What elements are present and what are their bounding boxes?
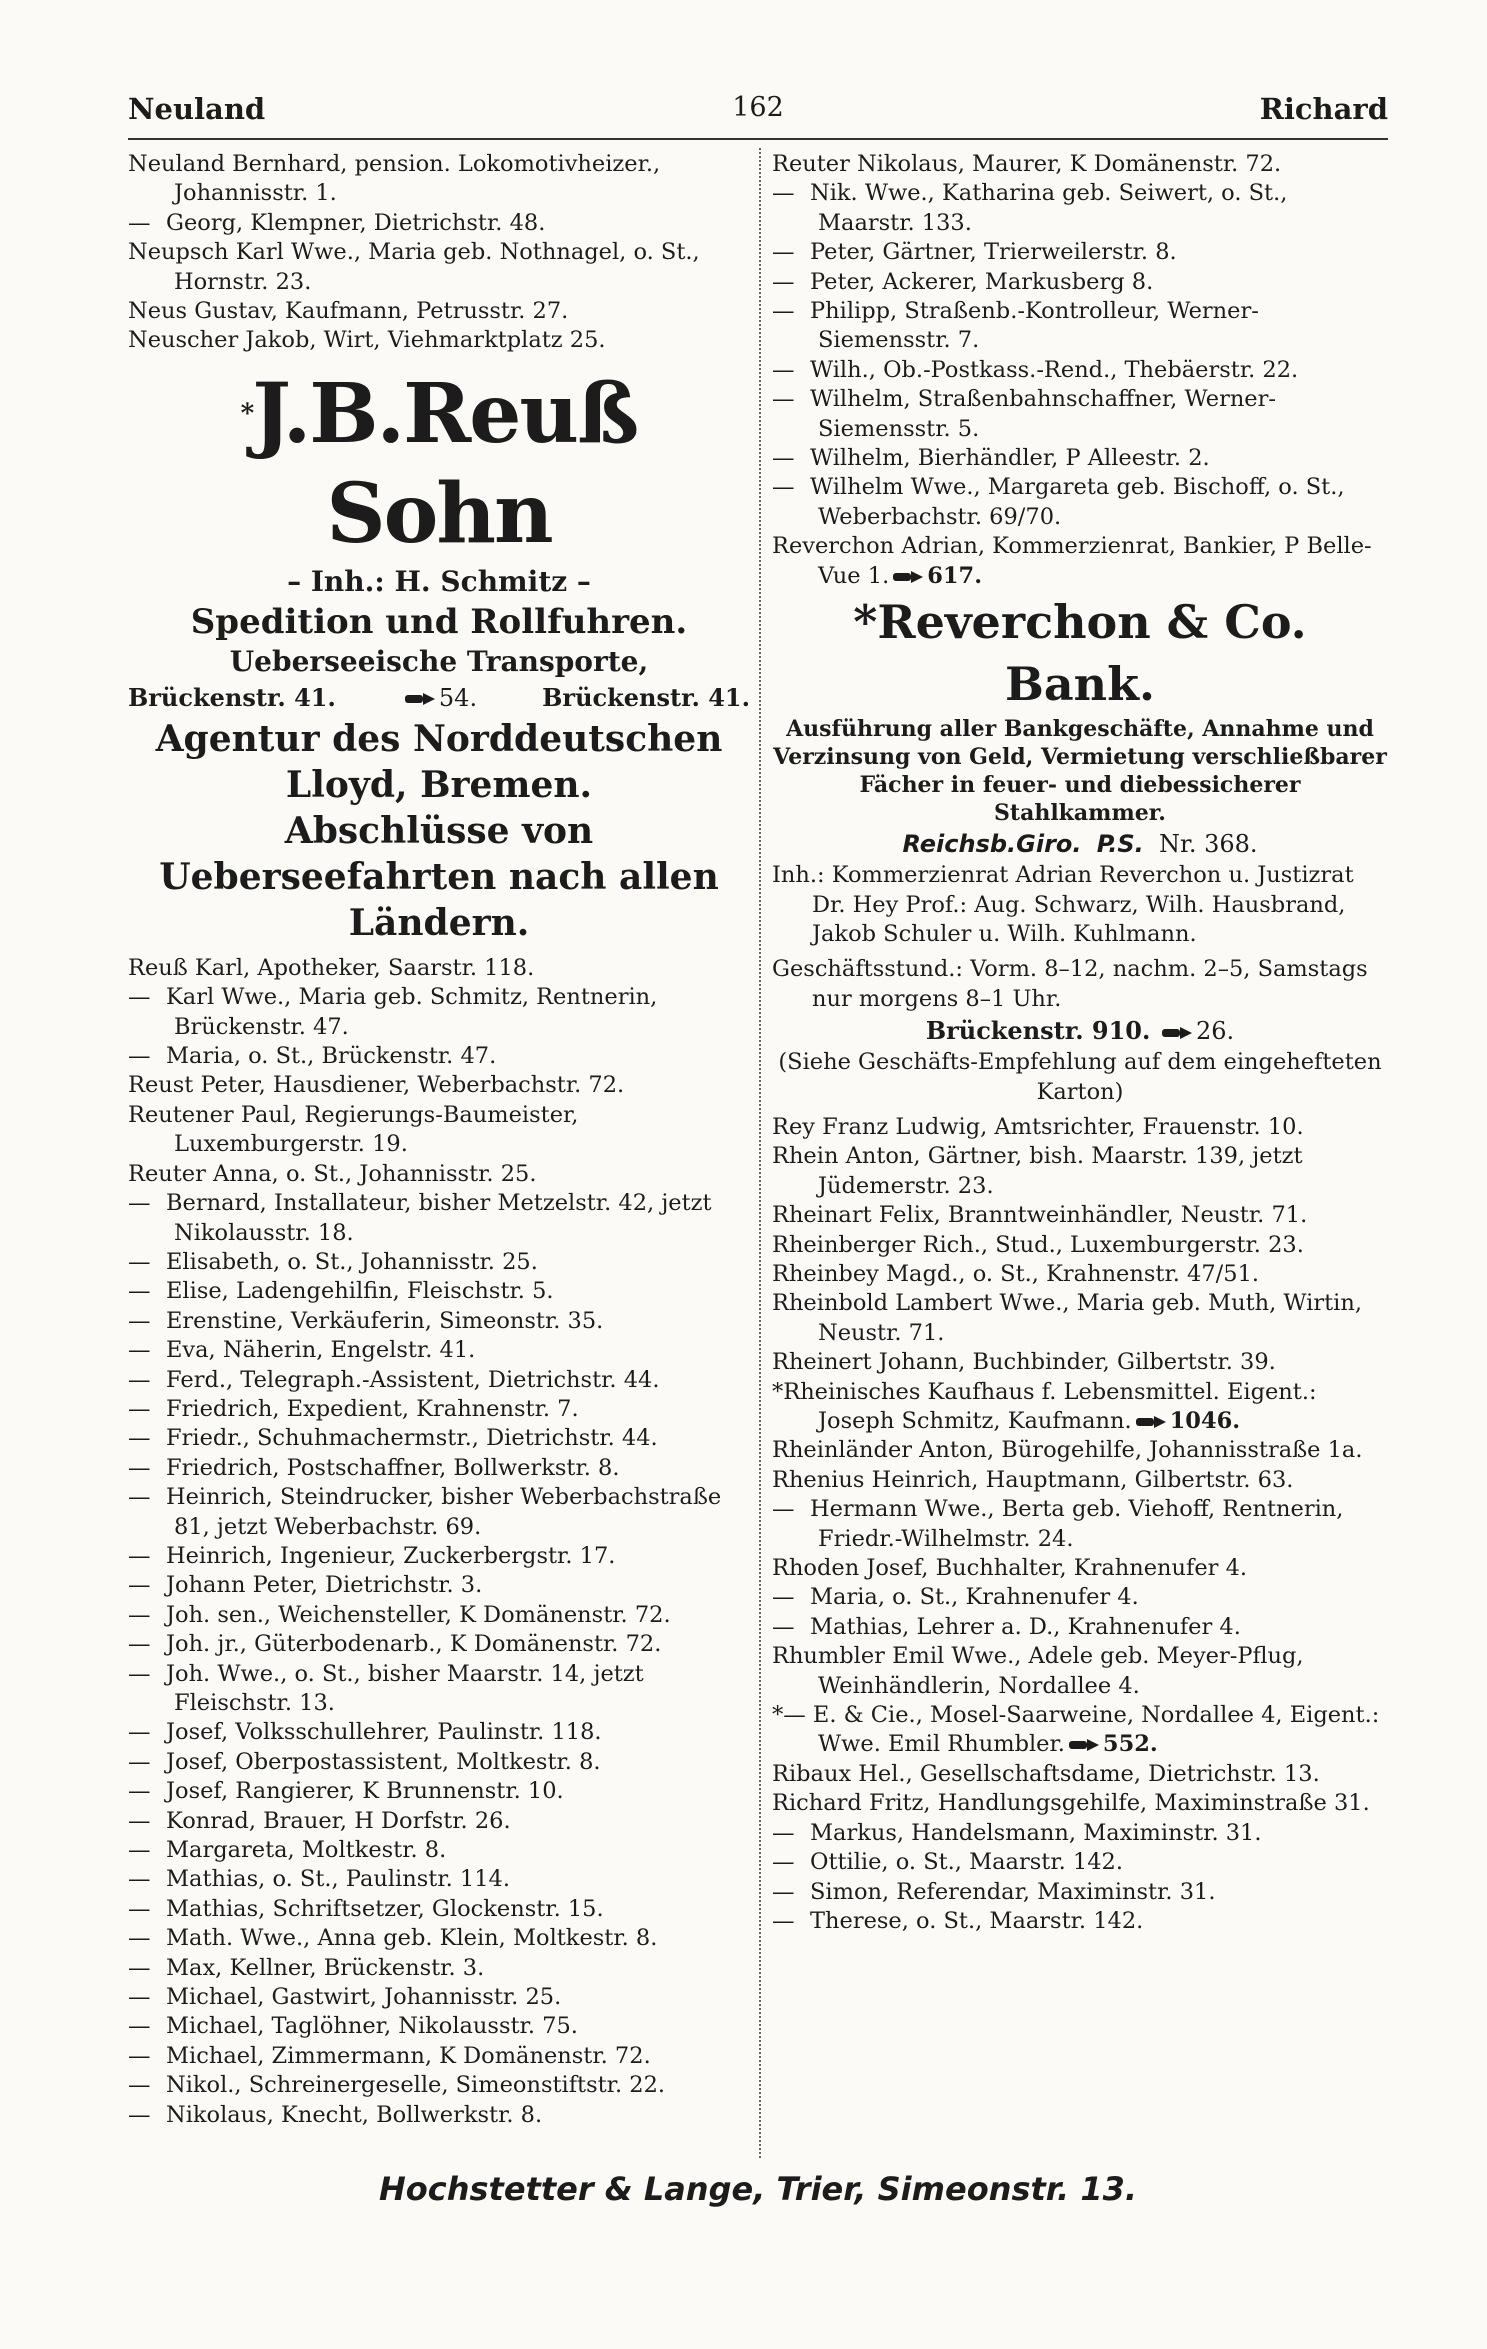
directory-entry (128, 1865, 750, 1894)
right-column (772, 150, 1388, 1936)
ad-abschluesse: Abschlüsse von Ueberseefahrten nach allen Ländern. (159, 809, 719, 944)
ad-bank-hours: Geschäftsstund.: Vorm. 8–12, nachm. 2–5, Samstags nur morgens 8–1 Uhr. (772, 956, 1368, 1012)
entry-text: Math. Wwe., Anna geb. Klein, Moltkestr. 8. (166, 1925, 658, 1952)
left-column (128, 150, 750, 2130)
running-head-right: Richard (1259, 92, 1388, 126)
directory-entry (128, 297, 750, 326)
directory-entry (772, 1466, 1388, 1495)
directory-entry (772, 1113, 1388, 1142)
entry-text: Philipp, Straßenb.-Kontrolleur, Werner-Siemensstr. 7. (810, 298, 1259, 354)
directory-entry (128, 2101, 750, 2130)
directory-entry (128, 1277, 750, 1306)
directory-entry (128, 1336, 750, 1365)
entry-text: Johann Peter, Dietrichstr. 3. (166, 1572, 483, 1599)
entry-text: Reuter Anna, o. St., Johannisstr. 25. (128, 1160, 537, 1187)
directory-entry (128, 1983, 750, 2012)
ad-line-transporte: Ueberseeische Transporte, (229, 644, 649, 678)
ad-bank-services: Ausführung aller Bankgeschäfte, Annahme und Verzinsung von Geld, Vermietung verschließbarer Fächer in feuer- und diebessicherer Stahlkammer. (773, 716, 1387, 827)
entry-text: Peter, Ackerer, Markusberg 8. (810, 268, 1154, 295)
entry-text: Reverchon Adrian, Kommerzienrat, Bankier, P Belle-Vue 1. (772, 533, 1372, 589)
entry-text: Neuscher Jakob, Wirt, Viehmarktplatz 25. (128, 327, 606, 354)
directory-entry (772, 1878, 1388, 1907)
ditto-dash: — (128, 1925, 151, 1952)
ditto-dash: — (128, 1425, 151, 1452)
ditto-dash: — (128, 1778, 151, 1805)
ditto-dash: — (128, 1895, 151, 1922)
ditto-dash: — (128, 1043, 151, 1070)
running-head-left: Neuland (128, 92, 266, 126)
ditto-dash: — (128, 2101, 151, 2128)
entry-text: Neuland Bernhard, pension. Lokomotivheizer., Johannisstr. 1. (128, 151, 661, 207)
directory-entry (128, 1248, 750, 1277)
ditto-dash: — (772, 180, 795, 207)
entry-text: Heinrich, Ingenieur, Zuckerbergstr. 17. (166, 1542, 616, 1569)
entry-text: Markus, Handelsmann, Maximinstr. 31. (810, 1819, 1262, 1846)
ad-address-right: Brückenstr. 41. (542, 682, 750, 712)
directory-entry (772, 1231, 1388, 1260)
entry-text: Mathias, Schriftsetzer, Glockenstr. 15. (166, 1895, 604, 1922)
entry-text: Nik. Wwe., Katharina geb. Seiwert, o. St., Maarstr. 133. (810, 180, 1288, 236)
ditto-dash: — (128, 209, 151, 236)
directory-entry (772, 1289, 1388, 1348)
directory-entry (772, 356, 1388, 385)
directory-entry (772, 1760, 1388, 1789)
entry-text: Reuter Nikolaus, Maurer, K Domänenstr. 72. (772, 151, 1282, 177)
ditto-dash: — (128, 1660, 151, 1687)
entry-phone: 1046. (1169, 1408, 1241, 1434)
ditto-dash: — (772, 1613, 795, 1640)
directory-entry (772, 1495, 1388, 1554)
directory-entry (128, 1101, 750, 1160)
directory-entry (128, 1718, 750, 1747)
entry-text: Neus Gustav, Kaufmann, Petrusstr. 27. (128, 298, 569, 325)
directory-entry (772, 1701, 1388, 1760)
ad-bank-phone: 26. (1196, 1017, 1235, 1046)
entry-text: Michael, Zimmermann, K Domänenstr. 72. (166, 2042, 651, 2069)
entry-text: Rheinländer Anton, Bürogehilfe, Johannisstraße 1a. (772, 1437, 1363, 1464)
entry-text: Maria, o. St., Brückenstr. 47. (166, 1043, 497, 1070)
entry-text: Rhein Anton, Gärtner, bish. Maarstr. 139, jetzt Jüdemerstr. 23. (772, 1143, 1303, 1199)
directory-entry (772, 238, 1388, 267)
entry-text: Rheinart Felix, Branntweinhändler, Neustr. 71. (772, 1202, 1308, 1229)
ditto-dash: — (772, 1819, 795, 1846)
entry-text: Ottilie, o. St., Maarstr. 142. (810, 1849, 1124, 1876)
left-entries-bottom (128, 954, 750, 2130)
directory-entry (772, 150, 1388, 179)
entry-text: Rhumbler Emil Wwe., Adele geb. Meyer-Pflug, Weinhändlerin, Nordallee 4. (772, 1643, 1304, 1699)
entry-text: Rheinbold Lambert Wwe., Maria geb. Muth, Wirtin, Neustr. 71. (772, 1290, 1362, 1346)
ditto-dash: — (128, 1954, 151, 1981)
entry-text: Rey Franz Ludwig, Amtsrichter, Frauenstr. 10. (772, 1113, 1304, 1140)
entry-text: Joh. jr., Güterbodenarb., K Domänenstr. 72. (166, 1631, 662, 1658)
ditto-dash: — (128, 1631, 151, 1658)
ditto-dash: — (772, 386, 795, 413)
ditto-dash: — (128, 1307, 151, 1334)
ditto-dash: — (772, 239, 795, 266)
directory-entry (772, 532, 1388, 591)
directory-entry (772, 473, 1388, 532)
ditto-dash: — (128, 1395, 151, 1422)
ad-giro-label: Reichsb.Giro. (902, 830, 1082, 859)
ditto-dash: — (772, 356, 795, 383)
ditto-dash: — (128, 1601, 151, 1628)
directory-entry (128, 1807, 750, 1836)
directory-entry (772, 1436, 1388, 1465)
entry-text: Konrad, Brauer, H Dorfstr. 26. (166, 1807, 511, 1834)
entry-text: Reust Peter, Hausdiener, Weberbachstr. 72. (128, 1072, 625, 1099)
ad-phone (401, 680, 477, 716)
ditto-dash: — (128, 1337, 151, 1364)
directory-entry (772, 1613, 1388, 1642)
directory-entry (128, 1954, 750, 1983)
ditto-dash: — (128, 984, 151, 1011)
page-footer: Hochstetter & Lange, Trier, Simeonstr. 13. (378, 2170, 1137, 2208)
directory-entry (772, 1819, 1388, 1848)
entry-text: Wilhelm Wwe., Margareta geb. Bischoff, o. St., Weberbachstr. 69/70. (810, 474, 1345, 530)
ad-ps-label: P.S. (1096, 830, 1144, 859)
entry-text: Bernard, Installateur, bisher Metzelstr. 42, jetzt Nikolausstr. 18. (166, 1190, 712, 1246)
ad-bank-giro (772, 827, 1388, 861)
directory-entry (128, 1395, 750, 1424)
ad-firm-name (128, 364, 750, 564)
ad-agentur: Agentur des Norddeutschen Lloyd, Bremen. (155, 717, 723, 806)
directory-entry (128, 326, 750, 355)
advertisement-reuss (128, 364, 750, 946)
ditto-dash: — (128, 1807, 151, 1834)
directory-entry (772, 1142, 1388, 1201)
entry-text: Karl Wwe., Maria geb. Schmitz, Rentnerin, Brückenstr. 47. (166, 984, 658, 1040)
right-entries-top (772, 150, 1388, 591)
ditto-dash: — (772, 1878, 795, 1905)
ad-star: * (240, 398, 253, 429)
ditto-dash: — (128, 1484, 151, 1511)
ditto-dash: — (772, 1584, 795, 1611)
directory-entry (772, 1378, 1388, 1437)
ditto-dash: — (128, 1984, 151, 2011)
page-number: 162 (732, 92, 784, 123)
directory-entry (772, 1789, 1388, 1818)
ditto-dash: — (772, 1849, 795, 1876)
ditto-dash: — (128, 2042, 151, 2069)
ditto-dash: — (772, 1496, 795, 1523)
ad-address-left: Brückenstr. 41. (128, 682, 336, 712)
directory-entry (128, 1924, 750, 1953)
ditto-dash: — (772, 268, 795, 295)
entry-text: Rheinbey Magd., o. St., Krahnenstr. 47/51. (772, 1260, 1260, 1287)
entry-text: Rhoden Josef, Buchhalter, Krahnenufer 4. (772, 1555, 1248, 1582)
entry-text: Rheinert Johann, Buchbinder, Gilbertstr. 39. (772, 1349, 1276, 1376)
directory-entry (128, 983, 750, 1042)
directory-entry (128, 2071, 750, 2100)
ditto-dash: — (128, 2013, 151, 2040)
entry-text: Eva, Näherin, Engelstr. 41. (166, 1337, 476, 1364)
phone-hand-icon (893, 570, 923, 584)
directory-entry (772, 1848, 1388, 1877)
directory-entry (772, 1583, 1388, 1612)
ad-firm-title: J.B.Reuß Sohn (252, 365, 638, 562)
entry-text: *Rheinisches Kaufhaus f. Lebensmittel. Eigent.: Joseph Schmitz, Kaufmann. (772, 1378, 1317, 1434)
directory-entry (128, 1307, 750, 1336)
directory-entry (128, 1454, 750, 1483)
ad-bank-street: Brückenstr. 910. (925, 1016, 1151, 1046)
ditto-dash: — (128, 1542, 151, 1569)
entry-text: Josef, Volksschullehrer, Paulinstr. 118. (166, 1719, 602, 1746)
ditto-dash: — (772, 298, 795, 325)
entry-text: Therese, o. St., Maarstr. 142. (810, 1907, 1144, 1934)
advertisement-reverchon (772, 591, 1388, 1113)
entry-text: Max, Kellner, Brückenstr. 3. (166, 1954, 485, 1981)
ditto-dash: — (128, 1572, 151, 1599)
directory-entry (128, 1601, 750, 1630)
ad-bank-note: (Siehe Geschäfts-Empfehlung auf dem eingehefteten Karton) (778, 1049, 1382, 1105)
entry-text: Elise, Ladengehilfin, Fleischstr. 5. (166, 1278, 554, 1305)
directory-entry (772, 444, 1388, 473)
ditto-dash: — (128, 1278, 151, 1305)
directory-entry (128, 238, 750, 297)
ad-bank-name: *Reverchon & Co. Bank. (853, 595, 1307, 712)
directory-entry (128, 1424, 750, 1453)
directory-entry (128, 1160, 750, 1189)
ditto-dash: — (128, 1748, 151, 1775)
directory-entry (772, 1201, 1388, 1230)
directory-entry (772, 1642, 1388, 1701)
directory-entry (128, 2012, 750, 2041)
ditto-dash: — (128, 1719, 151, 1746)
phone-hand-icon (405, 692, 435, 706)
directory-entry (772, 1907, 1388, 1936)
ad-bank-owners: Inh.: Kommerzienrat Adrian Reverchon u. Justizrat Dr. Hey Prof.: Aug. Schwarz, Wilh. Hausbrand, Jakob Schuler u. Wilh. Kuhlmann. (772, 862, 1354, 947)
entry-text: Neupsch Karl Wwe., Maria geb. Nothnagel, o. St., Hornstr. 23. (128, 239, 700, 295)
directory-entry (128, 1366, 750, 1395)
ditto-dash: — (128, 1866, 151, 1893)
entry-text: Hermann Wwe., Berta geb. Viehoff, Rentnerin, Friedr.-Wilhelmstr. 24. (810, 1496, 1344, 1552)
entry-text: Ribaux Hel., Gesellschaftsdame, Dietrichstr. 13. (772, 1760, 1320, 1787)
ditto-dash: — (128, 1248, 151, 1275)
entry-text: Josef, Rangierer, K Brunnenstr. 10. (166, 1778, 564, 1805)
phone-hand-icon (1162, 1026, 1192, 1040)
entry-text: Erenstine, Verkäuferin, Simeonstr. 35. (166, 1307, 604, 1334)
entry-text: *— E. & Cie., Mosel-Saarweine, Nordallee 4, Eigent.: Wwe. Emil Rhumbler. (772, 1702, 1380, 1758)
phone-hand-icon (1136, 1415, 1166, 1429)
entry-text: Joh. Wwe., o. St., bisher Maarstr. 14, jetzt Fleischstr. 13. (166, 1660, 644, 1716)
left-entries-top (128, 150, 750, 356)
directory-entry (772, 385, 1388, 444)
entry-text: Margareta, Moltkestr. 8. (166, 1837, 447, 1864)
entry-text: Rhenius Heinrich, Hauptmann, Gilbertstr. 63. (772, 1466, 1294, 1493)
entry-text: Ferd., Telegraph.-Assistent, Dietrichstr. 44. (166, 1366, 660, 1393)
ad-address-line (128, 680, 750, 716)
entry-text: Wilh., Ob.-Postkass.-Rend., Thebäerstr. 22. (810, 356, 1299, 383)
entry-text: Friedr., Schuhmachermstr., Dietrichstr. 44. (166, 1425, 658, 1452)
entry-text: Richard Fritz, Handlungsgehilfe, Maximinstraße 31. (772, 1790, 1370, 1817)
directory-entry (128, 1895, 750, 1924)
ditto-dash: — (128, 1190, 151, 1217)
ditto-dash: — (128, 1837, 151, 1864)
ad-nr: Nr. 368. (1158, 830, 1258, 859)
ditto-dash: — (128, 2072, 151, 2099)
directory-entry (128, 954, 750, 983)
entry-text: Mathias, Lehrer a. D., Krahnenufer 4. (810, 1613, 1241, 1640)
ad-bank-address (772, 1014, 1388, 1048)
entry-text: Reutener Paul, Regierungs-Baumeister, Luxemburgerstr. 19. (128, 1101, 579, 1158)
directory-entry (128, 1836, 750, 1865)
entry-phone: 552. (1102, 1731, 1158, 1758)
entry-text: Nikolaus, Knecht, Bollwerkstr. 8. (166, 2101, 543, 2128)
ad-phone-number: 54. (438, 683, 478, 712)
entry-text: Josef, Oberpostassistent, Moltkestr. 8. (166, 1748, 601, 1775)
entry-text: Maria, o. St., Krahnenufer 4. (810, 1584, 1139, 1611)
directory-entry (128, 1777, 750, 1806)
entry-text: Wilhelm, Bierhändler, P Alleestr. 2. (810, 445, 1210, 472)
ditto-dash: — (772, 474, 795, 501)
entry-text: Michael, Taglöhner, Nikolausstr. 75. (166, 2013, 578, 2040)
entry-text: Michael, Gastwirt, Johannisstr. 25. (166, 1984, 562, 2011)
entry-text: Reuß Karl, Apotheker, Saarstr. 118. (128, 954, 535, 981)
entry-text: Friedrich, Postschaffner, Bollwerkstr. 8. (166, 1454, 620, 1481)
entry-text: Georg, Klempner, Dietrichstr. 48. (166, 209, 546, 236)
entry-text: Simon, Referendar, Maximinstr. 31. (810, 1878, 1216, 1905)
entry-text: Rheinberger Rich., Stud., Luxemburgerstr. 23. (772, 1231, 1304, 1258)
directory-entry (128, 1189, 750, 1248)
directory-entry (128, 1748, 750, 1777)
page-header (128, 92, 1388, 132)
directory-entry (128, 209, 750, 238)
column-divider (759, 148, 761, 2158)
ditto-dash: — (128, 1454, 151, 1481)
directory-entry (772, 179, 1388, 238)
right-entries-bottom (772, 1113, 1388, 1936)
entry-text: Elisabeth, o. St., Johannisstr. 25. (166, 1248, 538, 1275)
directory-entry (128, 150, 750, 209)
entry-text: Peter, Gärtner, Trierweilerstr. 8. (810, 239, 1177, 266)
directory-entry (128, 1042, 750, 1071)
ditto-dash: — (128, 1366, 151, 1393)
header-rule (128, 138, 1388, 140)
directory-entry (772, 297, 1388, 356)
directory-entry (128, 1660, 750, 1719)
directory-entry (128, 1571, 750, 1600)
directory-entry (772, 1260, 1388, 1289)
directory-entry (128, 2042, 750, 2071)
directory-entry (128, 1071, 750, 1100)
directory-entry (772, 1554, 1388, 1583)
ditto-dash: — (772, 1907, 795, 1934)
ad-inhaber: – Inh.: H. Schmitz – (287, 564, 591, 598)
entry-text: Heinrich, Steindrucker, bisher Weberbachstraße 81, jetzt Weberbachstr. 69. (166, 1484, 722, 1540)
entry-text: Nikol., Schreinergeselle, Simeonstiftstr. 22. (166, 2072, 666, 2099)
entry-phone: 617. (927, 562, 983, 589)
entry-text: Mathias, o. St., Paulinstr. 114. (166, 1866, 511, 1893)
ad-line-spedition: Spedition und Rollfuhren. (190, 601, 688, 642)
directory-entry (128, 1630, 750, 1659)
ditto-dash: — (772, 445, 795, 472)
directory-entry (128, 1542, 750, 1571)
phone-hand-icon (1069, 1738, 1099, 1752)
entry-text: Joh. sen., Weichensteller, K Domänenstr. 72. (166, 1601, 671, 1628)
directory-entry (772, 268, 1388, 297)
directory-entry (772, 1348, 1388, 1377)
entry-text: Friedrich, Expedient, Krahnenstr. 7. (166, 1395, 579, 1422)
directory-entry (128, 1483, 750, 1542)
entry-text: Wilhelm, Straßenbahnschaffner, Werner-Siemensstr. 5. (810, 386, 1276, 442)
